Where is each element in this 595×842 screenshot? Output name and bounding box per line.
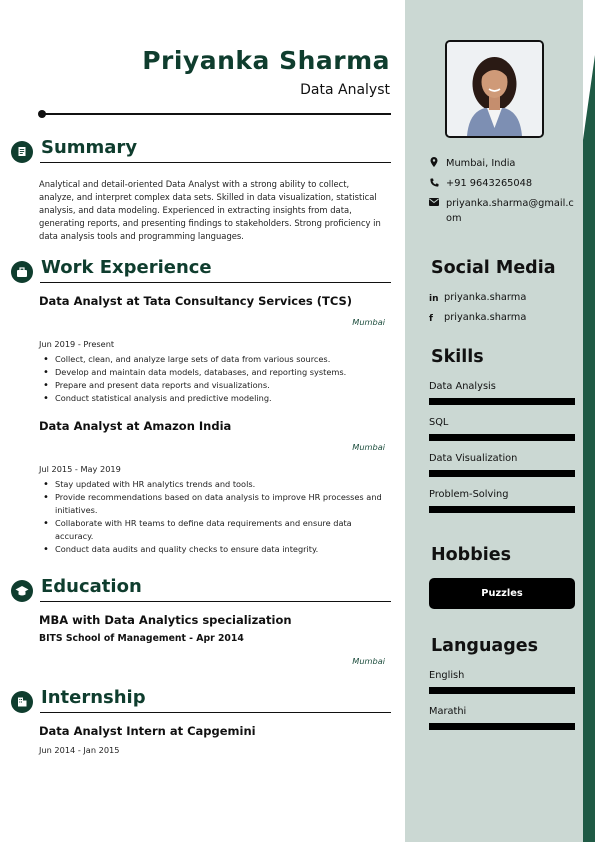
- job-1-title: Data Analyst at Tata Consultancy Services (TCS): [39, 294, 353, 308]
- header-divider: [42, 113, 391, 115]
- skill-bar: [429, 470, 575, 477]
- list-item: • Collect, clean, and analyze large sets of data from various sources.: [55, 353, 390, 366]
- contact-location: Mumbai, India: [446, 158, 516, 169]
- language-bar: [429, 723, 575, 730]
- internship-dates: Jun 2014 - Jan 2015: [39, 745, 120, 755]
- job-2-title: Data Analyst at Amazon India: [39, 419, 232, 433]
- skill-bar-fill: [429, 506, 575, 513]
- work-experience-heading: Work Experience: [41, 257, 212, 278]
- language-bar-fill: [429, 723, 575, 730]
- summary-text: Analytical and detail-oriented Data Analyst with a strong ability to collect, analyze, and interpret complex data sets. Skilled in data visualization, statistical analysis, and data modeling. Experienced in extracting insights from data, generating reports, and presenting findings to stakeholders. Strong proficiency in data analysis tools and programming languages.: [39, 179, 381, 241]
- facebook-handle: priyanka.sharma: [444, 312, 527, 323]
- language-label: Marathi: [429, 706, 467, 717]
- summary-icon: [11, 141, 33, 163]
- education-heading: Education: [41, 576, 142, 597]
- skill-bar-fill: [429, 434, 575, 441]
- job-1-location: Mumbai: [352, 317, 385, 327]
- contact-email: priyanka.sharma@gmail.com: [446, 198, 574, 224]
- facebook-icon: f: [429, 314, 433, 324]
- list-item: • Prepare and present data reports and visualizations.: [55, 379, 390, 392]
- profile-photo: [445, 40, 544, 138]
- skill-label: Problem-Solving: [429, 489, 509, 500]
- skill-bar: [429, 506, 575, 513]
- education-location: Mumbai: [352, 656, 385, 666]
- candidate-name: Priyanka Sharma: [142, 46, 390, 75]
- skill-label: SQL: [429, 417, 449, 428]
- briefcase-icon: [11, 261, 33, 283]
- document-icon: [11, 141, 33, 163]
- list-item: • Develop and maintain data models, databases, and reporting systems.: [55, 366, 390, 379]
- internship-icon: [11, 691, 33, 713]
- building-icon: [11, 691, 33, 713]
- mail-icon: [429, 198, 439, 209]
- job-1-dates: Jun 2019 - Present: [39, 339, 115, 349]
- social-media-heading: Social Media: [431, 258, 556, 278]
- contact-phone: +91 9643265048: [446, 178, 533, 189]
- job-title-header: Data Analyst: [300, 82, 390, 98]
- summary-heading: Summary: [41, 137, 138, 158]
- language-bar: [429, 687, 575, 694]
- list-item: • Conduct statistical analysis and predictive modeling.: [55, 392, 390, 405]
- skill-bar-fill: [429, 398, 575, 405]
- languages-heading: Languages: [431, 636, 539, 656]
- skill-label: Data Analysis: [429, 381, 496, 392]
- language-label: English: [429, 670, 465, 681]
- list-item: • Provide recommendations based on data analysis to improve HR processes and initiatives.: [55, 491, 390, 517]
- decorative-edge: [583, 0, 595, 842]
- hobby-badge: Puzzles: [429, 578, 575, 609]
- job-1-bullets: [55, 353, 390, 405]
- work-experience-icon: [11, 261, 33, 283]
- graduation-cap-icon: [11, 580, 33, 602]
- linkedin-handle: priyanka.sharma: [444, 292, 527, 303]
- education-degree: MBA with Data Analytics specialization: [39, 613, 292, 627]
- skill-bar: [429, 434, 575, 441]
- linkedin-icon: in: [429, 294, 439, 304]
- list-item: • Collaborate with HR teams to define data requirements and ensure data accuracy.: [55, 517, 390, 543]
- internship-rule: [40, 712, 391, 713]
- list-item: • Conduct data audits and quality checks to ensure data integrity.: [55, 543, 390, 556]
- skills-heading: Skills: [431, 347, 484, 367]
- skill-label: Data Visualization: [429, 453, 518, 464]
- language-bar-fill: [429, 687, 575, 694]
- education-school: BITS School of Management - Apr 2014: [39, 633, 244, 644]
- skill-bar: [429, 398, 575, 405]
- job-2-location: Mumbai: [352, 442, 385, 452]
- internship-heading: Internship: [41, 687, 146, 708]
- education-rule: [40, 601, 391, 602]
- job-2-bullets: [55, 478, 390, 556]
- list-item: • Stay updated with HR analytics trends and tools.: [55, 478, 390, 491]
- location-pin-icon: [429, 157, 439, 170]
- summary-rule: [40, 162, 391, 163]
- work-experience-rule: [40, 282, 391, 283]
- hobbies-heading: Hobbies: [431, 545, 512, 565]
- education-icon: [11, 580, 33, 602]
- avatar: [447, 42, 542, 136]
- phone-icon: [429, 178, 439, 190]
- skill-bar-fill: [429, 470, 575, 477]
- job-2-dates: Jul 2015 - May 2019: [39, 464, 121, 474]
- internship-title: Data Analyst Intern at Capgemini: [39, 724, 256, 738]
